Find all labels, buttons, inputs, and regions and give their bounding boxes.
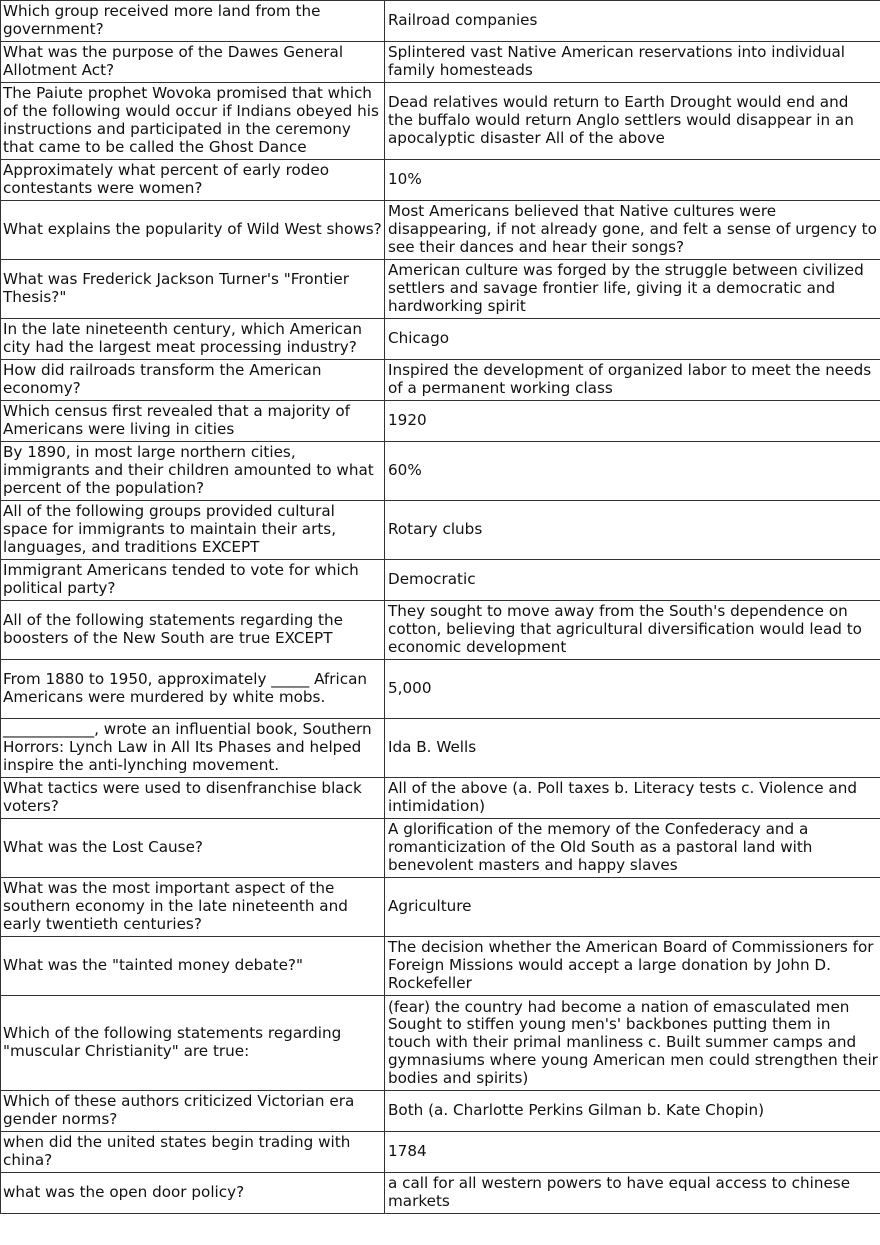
table-row <box>1 778 880 819</box>
answer-cell: They sought to move away from the South's dependence on cotton, believing that agricultural diversification would lead to economic development <box>385 601 880 660</box>
answer-cell: Most Americans believed that Native cultures were disappearing, if not already gone, and felt a sense of urgency to see their dances and hear their songs? <box>385 201 880 260</box>
table-row <box>1 83 880 160</box>
answer-cell: A glorification of the memory of the Confederacy and a romanticization of the Old South as a pastoral land with benevolent masters and happy slaves <box>385 819 880 878</box>
answer-cell: 10% <box>385 160 880 201</box>
table-row <box>1 1091 880 1132</box>
answer-cell: Splintered vast Native American reservations into individual family homesteads <box>385 42 880 83</box>
question-cell: What was the most important aspect of the southern economy in the late nineteenth and early twentieth centuries? <box>1 878 385 937</box>
answer-cell: Rotary clubs <box>385 501 880 560</box>
question-cell: All of the following groups provided cultural space for immigrants to maintain their arts, languages, and traditions EXCEPT <box>1 501 385 560</box>
table-row <box>1 42 880 83</box>
table-row <box>1 319 880 360</box>
question-cell: What was the purpose of the Dawes General Allotment Act? <box>1 42 385 83</box>
qa-table-body <box>1 1 880 1214</box>
question-cell: Which census first revealed that a majority of Americans were living in cities <box>1 401 385 442</box>
question-cell: Immigrant Americans tended to vote for which political party? <box>1 560 385 601</box>
question-cell: Approximately what percent of early rodeo contestants were women? <box>1 160 385 201</box>
table-row <box>1 1173 880 1214</box>
question-cell: Which of the following statements regarding "muscular Christianity" are true: <box>1 996 385 1091</box>
table-row <box>1 401 880 442</box>
answer-cell: Both (a. Charlotte Perkins Gilman b. Kate Chopin) <box>385 1091 880 1132</box>
question-cell: What tactics were used to disenfranchise black voters? <box>1 778 385 819</box>
table-row <box>1 201 880 260</box>
answer-cell: Inspired the development of organized labor to meet the needs of a permanent working class <box>385 360 880 401</box>
question-cell: The Paiute prophet Wovoka promised that which of the following would occur if Indians obeyed his instructions and participated in the ceremony that came to be called the Ghost Dance <box>1 83 385 160</box>
question-cell: Which of these authors criticized Victorian era gender norms? <box>1 1091 385 1132</box>
question-cell: From 1880 to 1950, approximately _____ African Americans were murdered by white mobs. <box>1 660 385 719</box>
table-row <box>1 360 880 401</box>
question-cell: What was Frederick Jackson Turner's "Frontier Thesis?" <box>1 260 385 319</box>
answer-cell: (fear) the country had become a nation of emasculated men Sought to stiffen young men's' backbones putting them in touch with their primal manliness c. Built summer camps and gymnasiums where young American men could strengthen their bodies and spirits) <box>385 996 880 1091</box>
table-row <box>1 719 880 778</box>
table-row <box>1 160 880 201</box>
table-row <box>1 878 880 937</box>
question-cell: By 1890, in most large northern cities, immigrants and their children amounted to what percent of the population? <box>1 442 385 501</box>
table-row <box>1 1 880 42</box>
table-row <box>1 260 880 319</box>
table-row <box>1 501 880 560</box>
table-row <box>1 560 880 601</box>
table-row <box>1 819 880 878</box>
question-cell: What explains the popularity of Wild West shows? <box>1 201 385 260</box>
answer-cell: Democratic <box>385 560 880 601</box>
question-cell: In the late nineteenth century, which American city had the largest meat processing industry? <box>1 319 385 360</box>
table-row <box>1 660 880 719</box>
answer-cell: a call for all western powers to have equal access to chinese markets <box>385 1173 880 1214</box>
answer-cell: Chicago <box>385 319 880 360</box>
question-cell: How did railroads transform the American economy? <box>1 360 385 401</box>
table-row <box>1 442 880 501</box>
answer-cell: Agriculture <box>385 878 880 937</box>
question-cell: when did the united states begin trading with china? <box>1 1132 385 1173</box>
question-cell: What was the Lost Cause? <box>1 819 385 878</box>
question-cell: All of the following statements regarding the boosters of the New South are true EXCEPT <box>1 601 385 660</box>
question-cell: Which group received more land from the government? <box>1 1 385 42</box>
answer-cell: 5,000 <box>385 660 880 719</box>
answer-cell: American culture was forged by the struggle between civilized settlers and savage frontier life, giving it a democratic and hardworking spirit <box>385 260 880 319</box>
table-row <box>1 996 880 1091</box>
table-row <box>1 937 880 996</box>
table-row <box>1 1132 880 1173</box>
answer-cell: 1784 <box>385 1132 880 1173</box>
answer-cell: The decision whether the American Board of Commissioners for Foreign Missions would accept a large donation by John D. Rockefeller <box>385 937 880 996</box>
question-cell: What was the "tainted money debate?" <box>1 937 385 996</box>
answer-cell: 1920 <box>385 401 880 442</box>
answer-cell: All of the above (a. Poll taxes b. Literacy tests c. Violence and intimidation) <box>385 778 880 819</box>
question-cell: ____________, wrote an influential book, Southern Horrors: Lynch Law in All Its Phases and helped inspire the anti-lynching movement. <box>1 719 385 778</box>
answer-cell: Railroad companies <box>385 1 880 42</box>
table-row <box>1 601 880 660</box>
answer-cell: Dead relatives would return to Earth Drought would end and the buffalo would return Anglo settlers would disappear in an apocalyptic disaster All of the above <box>385 83 880 160</box>
answer-cell: Ida B. Wells <box>385 719 880 778</box>
question-cell: what was the open door policy? <box>1 1173 385 1214</box>
answer-cell: 60% <box>385 442 880 501</box>
